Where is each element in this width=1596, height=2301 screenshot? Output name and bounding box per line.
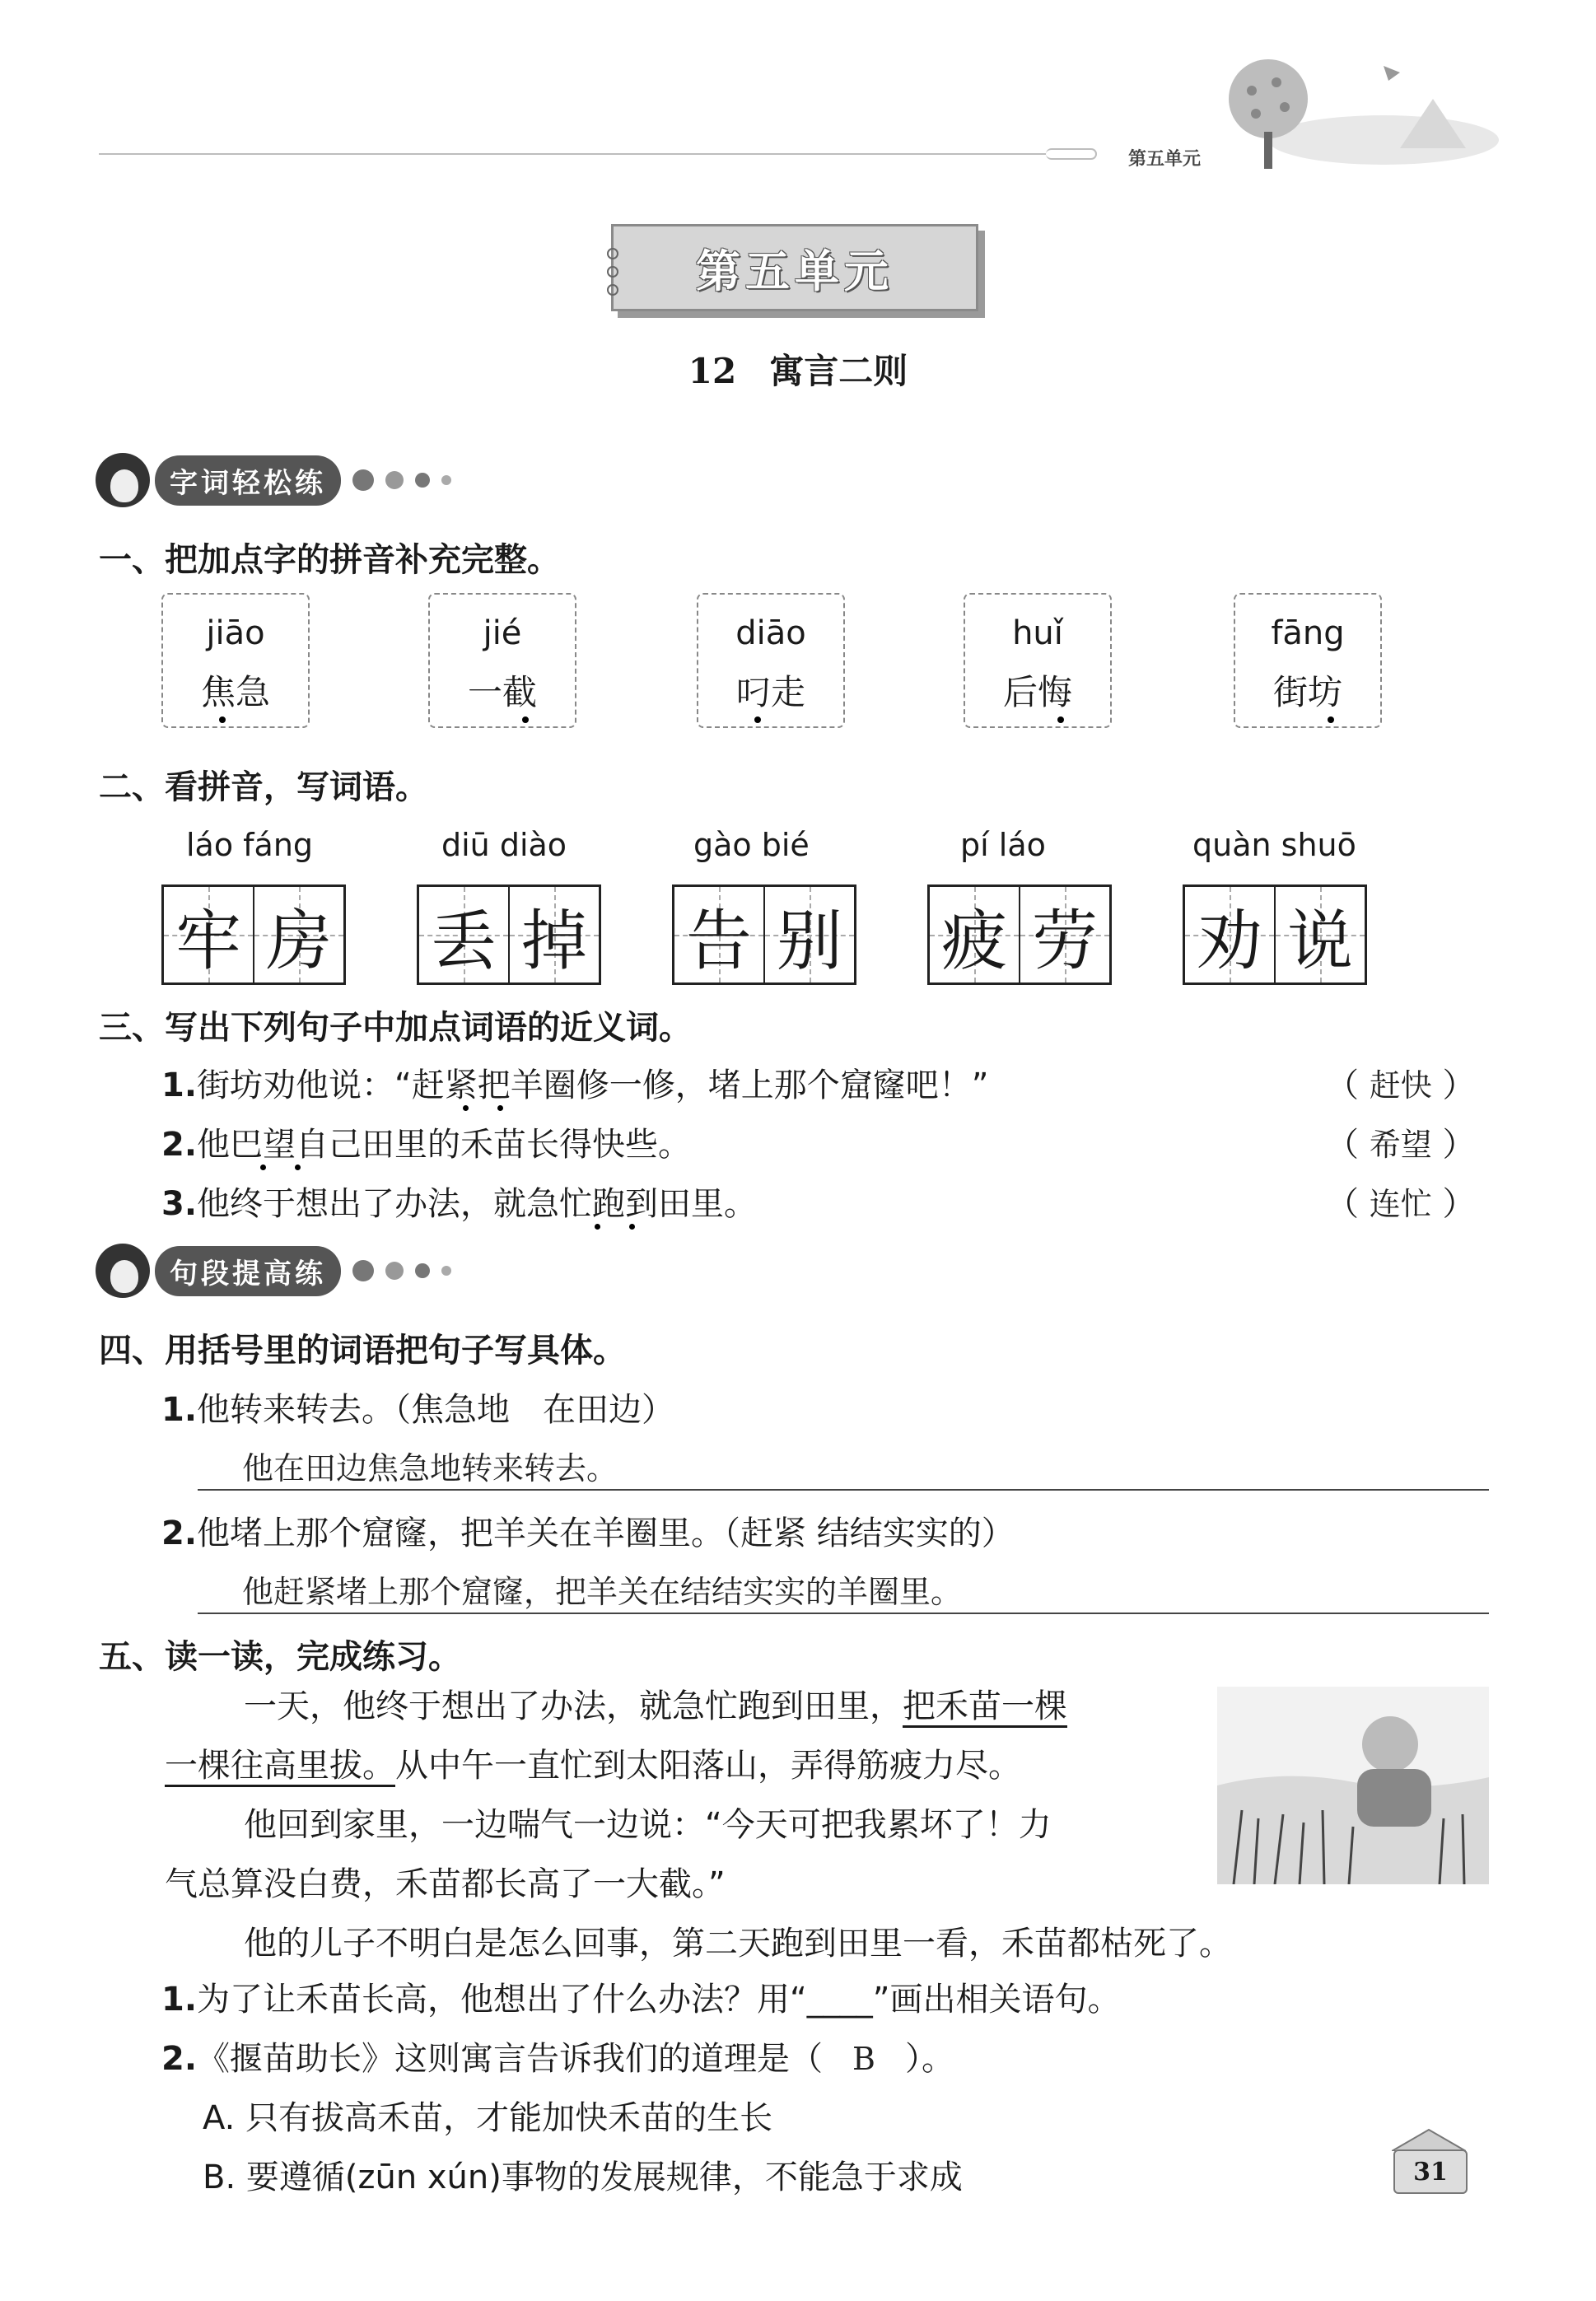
- header-rule-curl: [1046, 148, 1097, 160]
- tianzige-box: [927, 884, 1112, 985]
- q3-item: [161, 1118, 691, 1165]
- pinyin-text: diāo: [735, 614, 806, 652]
- lesson-name: 寓言二则: [769, 351, 908, 391]
- lesson-number: 12: [688, 351, 737, 391]
- passage-line: 他的儿子不明白是怎么回事，第二天跑到田里一看，禾苗都枯死了。: [244, 1925, 1232, 1963]
- unit-banner-title: 第五单元: [696, 245, 894, 297]
- word-text: 后悔: [1002, 672, 1072, 712]
- q4-item: [161, 1507, 1015, 1554]
- passage-line: 他回到家里，一边喘气一边说：“今天可把我累坏了！力: [244, 1806, 1052, 1844]
- handwritten-char: 掉: [521, 902, 587, 979]
- handwritten-answer: 他在田边焦急地转来转去。: [242, 1450, 618, 1487]
- handwritten-char: 疲: [941, 902, 1007, 979]
- answer-line: [198, 1613, 1489, 1614]
- q5-sub1: [161, 1973, 1120, 2020]
- q2-title: 二、看拼音，写词语。: [99, 768, 428, 806]
- handwritten-answer: 赶快: [1369, 1067, 1432, 1104]
- tianzige-box: [161, 884, 346, 985]
- q3-title: 三、写出下列句子中加点词语的近义词。: [99, 1009, 692, 1047]
- handwritten-char: 劳: [1032, 902, 1098, 979]
- q1-title: 一、把加点字的拼音补充完整。: [99, 541, 560, 579]
- pinyin-label: pí láo: [960, 827, 1046, 863]
- pinyin-box: [964, 593, 1112, 728]
- passage-line: 气总算没白费，禾苗都长高了一大截。”: [165, 1865, 726, 1903]
- emphasis-dot: [754, 716, 761, 723]
- passage-line: [165, 1736, 1202, 1795]
- reading-passage: [165, 1677, 1232, 1973]
- handwritten-answer: 连忙: [1369, 1186, 1432, 1222]
- unit-banner: [611, 224, 978, 311]
- passage-text: 从中午一直忙到太阳落山，弄得筋疲力尽。: [395, 1747, 1021, 1785]
- item-text: 他终于想出了办法，就急忙跑到田里。: [197, 1185, 758, 1223]
- item-text: 街坊劝他说：“赶紧把羊圈修一修，堵上那个窟窿吧！”: [197, 1066, 989, 1104]
- lesson-title: [0, 344, 1596, 394]
- underlined-answer: 一棵往高里拔。: [165, 1747, 395, 1785]
- underlined-answer: 把禾苗一棵: [903, 1687, 1067, 1725]
- word-text: 街坊: [1272, 672, 1342, 712]
- badge-label: 句段提高练: [155, 1246, 341, 1296]
- pinyin-box: [161, 593, 310, 728]
- handwritten-answer: 他赶紧堵上那个窟窿，把羊关在结结实实的羊圈里。: [242, 1574, 963, 1610]
- student-avatar-icon: [96, 1244, 150, 1298]
- word-text: 焦急: [200, 672, 270, 712]
- q5-sub2: [161, 2033, 954, 2079]
- q4-title: 四、用括号里的词语把句子写具体。: [99, 1332, 626, 1370]
- passage-line: [165, 1677, 1202, 1736]
- word-text: 叼走: [735, 672, 805, 712]
- pinyin-label: diū diào: [441, 827, 567, 863]
- tianzige-box: [417, 884, 601, 985]
- farmer-illustration-icon: [1217, 1687, 1489, 1884]
- pinyin-label: quàn shuō: [1192, 827, 1356, 863]
- item-number: 2.: [161, 1515, 198, 1552]
- handwritten-char: 劝: [1197, 902, 1262, 979]
- student-avatar-icon: [96, 453, 150, 507]
- header-rule: [99, 153, 1046, 155]
- q5-title: 五、读一读，完成练习。: [99, 1638, 461, 1676]
- item-number: 1.: [161, 1981, 198, 2019]
- q3-item: [161, 1178, 757, 1225]
- pinyin-text: fāng: [1271, 614, 1345, 652]
- badge-label: 字词轻松练: [155, 455, 341, 506]
- option-b: B. 要遵循(zūn xún)事物的发展规律，不能急于求成: [203, 2159, 963, 2196]
- tianzige-box: [672, 884, 856, 985]
- emphasis-dot: [629, 1224, 635, 1230]
- answer-line: [198, 1489, 1489, 1491]
- tree-illustration-icon: [1219, 49, 1499, 173]
- item-number: 2.: [161, 2040, 198, 2078]
- handwritten-char: 告: [686, 902, 752, 979]
- pinyin-label: gào bié: [693, 827, 810, 863]
- section-badge-sentences: [96, 1242, 451, 1300]
- pinyin-text: jié: [483, 614, 522, 652]
- emphasis-dot: [260, 1165, 266, 1170]
- header-unit-label: 第五单元: [1128, 149, 1202, 170]
- emphasis-dot: [219, 716, 226, 723]
- answer-paren: （ 连忙 ）: [1326, 1185, 1476, 1223]
- item-text: 他转来转去。（焦急地 在田边）: [197, 1391, 675, 1429]
- pinyin-label: láo fáng: [186, 827, 314, 863]
- item-text: 他巴望自己田里的禾苗长得快些。: [197, 1126, 692, 1164]
- answer-paren: （ 赶快 ）: [1326, 1066, 1476, 1104]
- emphasis-dot: [522, 716, 529, 723]
- pinyin-box: [1234, 593, 1382, 728]
- section-badge-words: [96, 451, 451, 509]
- pinyin-box: [697, 593, 845, 728]
- item-text: 《揠苗助长》这则寓言告诉我们的道理是（: [197, 2040, 824, 2078]
- handwritten-char: 说: [1287, 902, 1353, 979]
- q3-item: [161, 1059, 988, 1106]
- q4-item: [161, 1384, 674, 1431]
- emphasis-dot: [497, 1105, 503, 1111]
- handwritten-char: 房: [266, 902, 332, 979]
- item-number: 1.: [161, 1391, 198, 1429]
- item-text: 他堵上那个窟窿，把羊关在羊圈里。（赶紧 结结实实的）: [197, 1515, 1015, 1552]
- item-text: ）。: [904, 2040, 954, 2078]
- handwritten-answer: B: [852, 2041, 875, 2077]
- badge-dots: [352, 469, 451, 491]
- handwritten-char: 丢: [431, 902, 497, 979]
- banner-spiral-icon: [604, 247, 621, 296]
- tianzige-box: [1183, 884, 1367, 985]
- pinyin-text: jiāo: [206, 614, 265, 652]
- handwritten-char: 别: [777, 902, 842, 979]
- page-number: 31: [1393, 2149, 1468, 2194]
- pinyin-box: [428, 593, 576, 728]
- item-number: 1.: [161, 1066, 198, 1104]
- badge-dots: [352, 1260, 451, 1281]
- emphasis-dot: [595, 1224, 600, 1230]
- item-number: 3.: [161, 1185, 198, 1223]
- item-text: 为了让禾苗长高，他想出了什么办法？用“____”画出相关语句。: [197, 1981, 1121, 2019]
- emphasis-dot: [295, 1165, 301, 1170]
- handwritten-char: 牢: [175, 902, 241, 979]
- emphasis-dot: [1057, 716, 1064, 723]
- option-a: A. 只有拔高禾苗，才能加快禾苗的生长: [203, 2099, 773, 2137]
- emphasis-dot: [1328, 716, 1334, 723]
- word-text: 一截: [467, 672, 537, 712]
- passage-text: 一天，他终于想出了办法，就急忙跑到田里，: [244, 1687, 903, 1725]
- emphasis-dot: [463, 1105, 469, 1111]
- item-number: 2.: [161, 1126, 198, 1164]
- pinyin-text: huǐ: [1012, 614, 1063, 652]
- answer-paren: （ 希望 ）: [1326, 1126, 1476, 1164]
- page-roof-icon: [1392, 2126, 1466, 2151]
- handwritten-answer: 希望: [1369, 1127, 1432, 1163]
